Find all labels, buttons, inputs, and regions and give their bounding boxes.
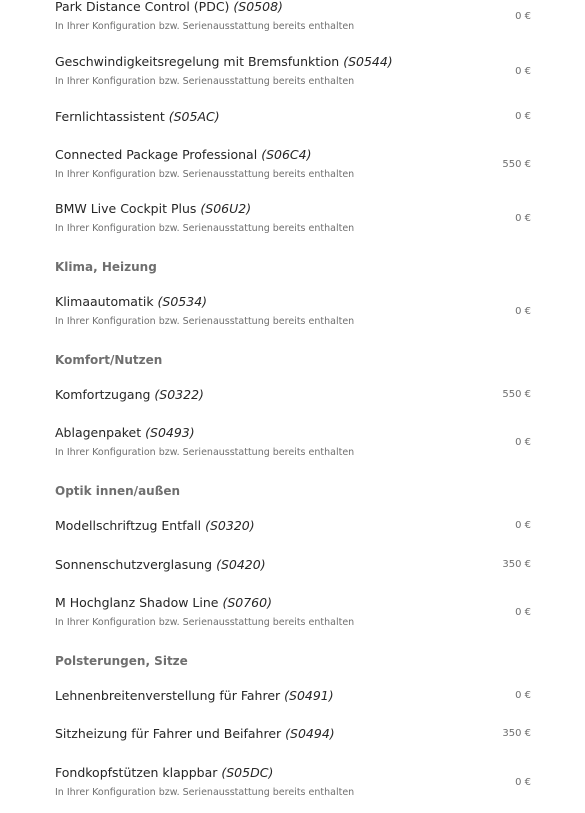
option-code: (S06U2) xyxy=(200,201,252,216)
option-price: 0 € xyxy=(515,111,531,122)
option-code: (S06C4) xyxy=(261,147,312,162)
option-label: M Hochglanz Shadow Line xyxy=(55,595,219,610)
option-code: (S0508) xyxy=(233,0,283,14)
option-price: 550 € xyxy=(502,159,531,170)
option-name xyxy=(55,0,283,15)
option-item[interactable] xyxy=(55,688,531,706)
option-label: Modellschriftzug Entfall xyxy=(55,518,202,533)
option-item[interactable] xyxy=(55,54,531,90)
option-note: In Ihrer Konfiguration bzw. Serienausstattung bereits enthalten xyxy=(55,223,355,234)
option-name xyxy=(55,147,311,163)
option-name xyxy=(55,109,220,125)
option-label: Sitzheizung für Fahrer und Beifahrer xyxy=(55,726,282,741)
category-heading-klima-heizung: Klima, Heizung xyxy=(55,260,157,274)
option-name xyxy=(55,201,251,217)
option-item[interactable] xyxy=(55,518,531,536)
option-label: Fernlichtassistent xyxy=(55,109,165,124)
option-code: (S05AC) xyxy=(168,109,220,124)
option-name xyxy=(55,425,195,441)
option-label: Klimaautomatik xyxy=(55,294,154,309)
option-price: 0 € xyxy=(515,607,531,618)
option-label: BMW Live Cockpit Plus xyxy=(55,201,197,216)
option-code: (S05DC) xyxy=(221,765,274,780)
option-code: (S0760) xyxy=(222,595,272,610)
option-label: Geschwindigkeitsregelung mit Bremsfunktion xyxy=(55,54,340,69)
option-name xyxy=(55,726,335,742)
category-heading-komfort-nutzen: Komfort/Nutzen xyxy=(55,353,163,367)
option-item[interactable] xyxy=(55,147,531,183)
option-item[interactable] xyxy=(55,387,531,405)
option-price: 550 € xyxy=(502,389,531,400)
option-label: Sonnenschutzverglasung xyxy=(55,557,213,572)
option-code: (S0494) xyxy=(285,726,335,741)
option-note: In Ihrer Konfiguration bzw. Serienausstattung bereits enthalten xyxy=(55,316,355,327)
option-code: (S0491) xyxy=(284,688,334,703)
option-code: (S0420) xyxy=(216,557,266,572)
option-item[interactable] xyxy=(55,294,531,330)
option-code: (S0322) xyxy=(154,387,204,402)
option-label: Connected Package Professional xyxy=(55,147,258,162)
option-item[interactable] xyxy=(55,595,531,631)
option-name xyxy=(55,595,272,611)
option-code: (S0320) xyxy=(205,518,255,533)
option-name xyxy=(55,557,266,573)
option-label: Park Distance Control (PDC) xyxy=(55,0,230,14)
option-note: In Ihrer Konfiguration bzw. Serienausstattung bereits enthalten xyxy=(55,169,355,180)
option-price: 0 € xyxy=(515,690,531,701)
option-label: Lehnenbreitenverstellung für Fahrer xyxy=(55,688,281,703)
option-item[interactable] xyxy=(55,765,531,801)
option-price: 0 € xyxy=(515,777,531,788)
option-note: In Ihrer Konfiguration bzw. Serienausstattung bereits enthalten xyxy=(55,787,355,798)
option-price: 0 € xyxy=(515,437,531,448)
option-price: 0 € xyxy=(515,11,531,22)
option-item[interactable] xyxy=(55,557,531,575)
option-price: 0 € xyxy=(515,213,531,224)
option-label: Ablagenpaket xyxy=(55,425,142,440)
category-heading-polsterungen-sitze: Polsterungen, Sitze xyxy=(55,654,188,668)
option-note: In Ihrer Konfiguration bzw. Serienausstattung bereits enthalten xyxy=(55,447,355,458)
option-name xyxy=(55,54,393,70)
option-price: 350 € xyxy=(502,728,531,739)
option-item[interactable] xyxy=(55,726,531,744)
option-label: Fondkopfstützen klappbar xyxy=(55,765,218,780)
option-code: (S0493) xyxy=(145,425,195,440)
option-price: 0 € xyxy=(515,306,531,317)
option-name xyxy=(55,387,204,403)
option-price: 0 € xyxy=(515,66,531,77)
option-item[interactable] xyxy=(55,0,531,35)
option-name xyxy=(55,294,207,310)
option-price: 350 € xyxy=(502,559,531,570)
option-name xyxy=(55,765,273,781)
option-note: In Ihrer Konfiguration bzw. Serienausstattung bereits enthalten xyxy=(55,76,355,87)
option-note: In Ihrer Konfiguration bzw. Serienausstattung bereits enthalten xyxy=(55,21,355,32)
option-note: In Ihrer Konfiguration bzw. Serienausstattung bereits enthalten xyxy=(55,617,355,628)
option-name xyxy=(55,518,255,534)
option-item[interactable] xyxy=(55,425,531,461)
option-code: (S0544) xyxy=(343,54,393,69)
option-price: 0 € xyxy=(515,520,531,531)
option-item[interactable] xyxy=(55,109,531,127)
option-code: (S0534) xyxy=(157,294,208,309)
category-heading-optik-innen-au-en: Optik innen/außen xyxy=(55,484,181,498)
option-label: Komfortzugang xyxy=(55,387,151,402)
option-name xyxy=(55,688,334,704)
option-item[interactable] xyxy=(55,201,531,237)
